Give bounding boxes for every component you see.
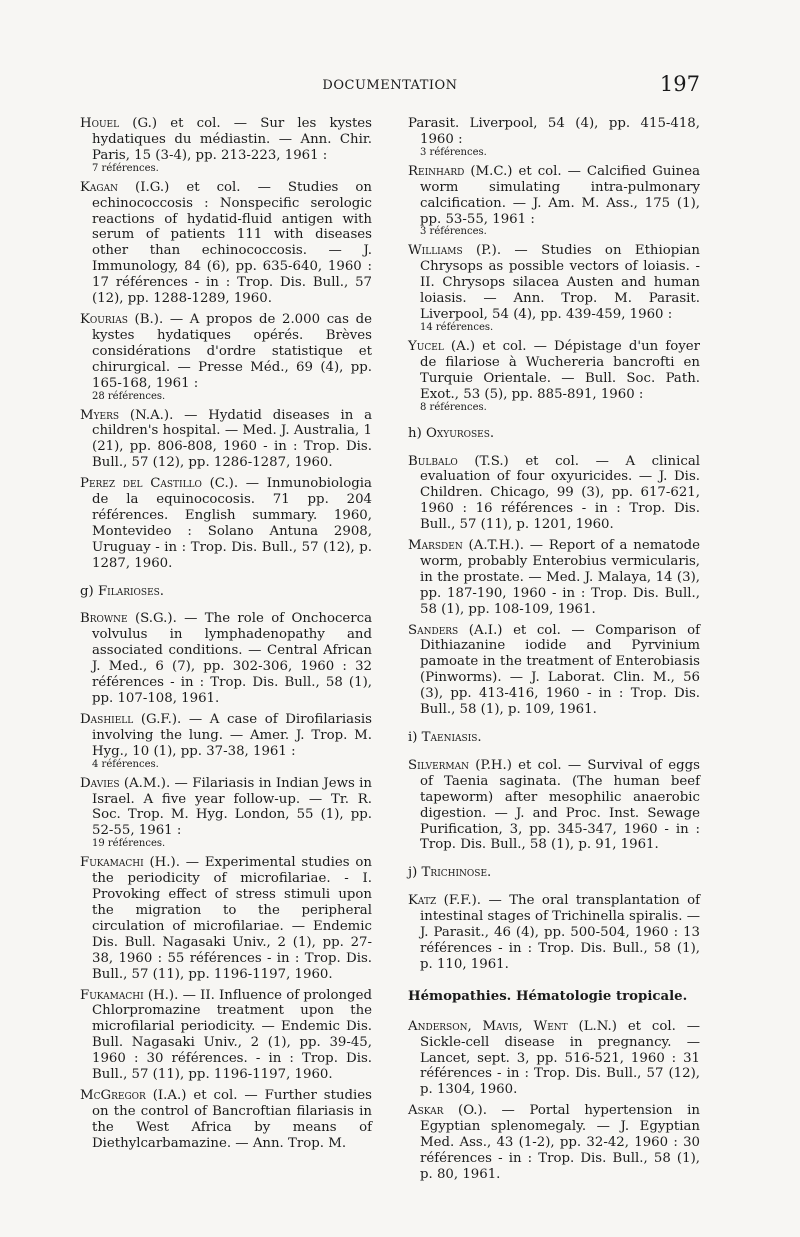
entry-citation: . — Studies on Ethiopian Chrysops as possible vectors of loiasis. - II. Chrysops silacea Austen and human loiasis. — Ann. Trop. M. Parasit. Liverpool, 54 (4), pp. 439-459, 1960 : [420, 243, 700, 323]
page-number: 197 [659, 72, 700, 96]
page-header [80, 72, 700, 102]
bibliography-entry [408, 243, 700, 334]
entry-citation: . — Experimental studies on the periodicity of microfilariae. - I. Provoking effect of stress stimuli upon the migration to the peripheral circulation of microfilariae. — Endemic Dis. Bull. Nagasaki Univ., 2 (1), pp. 27-38, 1960 : 55 références - in : Trop. Dis. Bull., 57 (11), pp. 1196-1197, 1960. [92, 855, 372, 982]
right-column [408, 116, 700, 1188]
entry-reference-line [420, 226, 700, 238]
bibliography-entry [80, 408, 372, 472]
entry-citation: et col. — Dépistage d'un foyer de filariose à Wuchereria bancrofti en Turquie Orientale. — Bull. Soc. Path. Exot., 53 (5), pp. 885-891, 1960 : [420, 338, 700, 402]
bibliography-entry [80, 611, 372, 706]
entry-author: Davies (A.M.) [80, 775, 166, 791]
entry-reference-count: 14 références. [420, 321, 494, 333]
left-column [80, 116, 372, 1157]
entry-citation: Parasit. Liverpool, 54 (4), pp. 415-418, 1960 : [408, 116, 700, 147]
entry-citation: . — Report of a nematode worm, probably Enterobius vermicularis, in the prostate. — Med. J. Malaya, 14 (3), pp. 187-190, 1960 - in : Trop. Dis. Bull., 58 (1), pp. 108-109, 1961. [420, 538, 700, 617]
entry-author: Williams (P.) [408, 243, 497, 259]
entry-citation: et col. — Sickle-cell disease in pregnancy. — Lancet, sept. 3, pp. 516-521, 1960 : 31 références - in : Trop. Dis. Bull., 57 (12), p. 1304, 1960. [420, 1018, 700, 1098]
entry-author: Kourias (B.) [80, 311, 159, 327]
entry-reference-line [92, 838, 372, 850]
section-heading [408, 865, 700, 881]
entry-reference-count: 3 références. [420, 146, 487, 158]
section-heading [80, 584, 372, 600]
bibliography-entry [408, 538, 700, 618]
entry-author: Houel (G.) [80, 116, 158, 131]
section-heading-prefix: i) [408, 730, 422, 745]
entry-author: Anderson, Mavis, Went (L.N.) [408, 1018, 617, 1034]
entry-author: Kagan (I.G.) [80, 179, 170, 195]
bibliography-entry [80, 1088, 372, 1152]
entry-citation: . — Filariasis in Indian Jews in Israel. A five year follow-up. — Tr. R. Soc. Trop. M. Hyg. London, 55 (1), pp. 52-55, 1961 : [92, 775, 372, 839]
entry-author: Reinhard (M.C.) [408, 163, 513, 179]
entry-reference-line [92, 391, 372, 403]
major-section-heading [408, 989, 700, 1005]
bibliography-entry [408, 164, 700, 239]
section-heading-prefix: g) [80, 583, 98, 599]
section-heading [408, 426, 700, 442]
entry-citation: et col. — A clinical evaluation of four oxyuricides. — J. Dis. Children. Chicago, 99 (3), pp. 617-621, 1960 : 16 références - in : Trop. Dis. Bull., 57 (11), p. 1201, 1960. [420, 453, 701, 533]
entry-reference-count: 7 références. [92, 162, 159, 174]
entry-author: Browne (S.G.) [80, 611, 173, 627]
entry-author: McGregor (I.A.) [80, 1087, 187, 1103]
entry-author: Silverman (P.H.) [408, 757, 512, 773]
entry-citation: . — Hydatid diseases in a children's hospital. — Med. J. Australia, 1 (21), pp. 806-808, 1960 - in : Trop. Dis. Bull., 57 (12), pp. 1286-1287, 1960. [92, 407, 372, 471]
entry-reference-count: 3 références. [420, 226, 487, 238]
bibliography-entry [80, 776, 372, 851]
entry-author: Fukamachi (H.) [80, 855, 176, 871]
entry-author: Katz (F.F.) [408, 893, 477, 909]
entry-citation: et col. — Calcified Guinea worm simulating intra-pulmonary calcification. — J. Am. M. Ass., 175 (1), pp. 53-55, 1961 : [420, 163, 700, 227]
entry-citation: . — Portal hypertension in Egyptian splenomegaly. — J. Egyptian Med. Ass., 43 (1-2), pp. 32-42, 1960 : 30 références - in : Trop. Dis. Bull., 58 (1), p. 80, 1961. [420, 1103, 700, 1182]
running-title: DOCUMENTATION [322, 78, 458, 93]
entry-reference-count: 8 références. [420, 401, 487, 413]
entry-author: Askar (O.) [408, 1103, 483, 1119]
section-heading-prefix: h) [408, 425, 426, 441]
section-heading [408, 730, 700, 746]
entry-author: Myers (N.A.) [80, 407, 170, 423]
entry-reference-line [420, 147, 700, 159]
entry-author: Bulbalo (T.S.) [408, 453, 509, 469]
bibliography-entry [408, 454, 700, 534]
section-heading-label: Filarioses. [97, 583, 165, 599]
bibliography-entry [80, 855, 372, 982]
entry-author: Sanders (A.I.) [408, 622, 503, 638]
entry-author: Perez del Castillo (C.) [80, 476, 234, 492]
bibliography-entry [80, 180, 372, 307]
entry-citation: et col. — Comparison of Dithiazanine iodide and Pyrvinium pamoate in the treatment of Enterobiasis (Pinworms). — J. Laborat. Clin. M., 56 (3), pp. 413-416, 1960 - in : Trop. Dis. Bull., 58 (1), p. 109, 1961. [420, 622, 700, 718]
entry-reference-line [92, 759, 372, 771]
entry-author: Fukamachi (H.) [80, 987, 175, 1003]
entry-citation: . — Inmunobiologia de la equinococosis. 71 pp. 204 références. English summary. 1960, Montevideo : Solano Antuna 2908, Uruguay - in : Trop. Dis. Bull., 57 (12), p. 1287, 1960. [92, 476, 372, 571]
entry-reference-line [92, 163, 372, 175]
bibliography-entry [80, 312, 372, 403]
entry-citation: . — The oral transplantation of intestinal stages of Trichinella spiralis. — J. Parasit., 46 (4), pp. 500-504, 1960 : 13 références - in : Trop. Dis. Bull., 58 (1), p. 110, 1961. [420, 893, 700, 972]
bibliography-entry [408, 893, 700, 973]
entry-citation: . — II. Influence of prolonged Chlorpromazine treatment upon the microfilarial periodicity. — Endemic Dis. Bull. Nagasaki Univ., 2 (1), pp. 39-45, 1960 : 30 références. - in : Trop. Dis. Bull., 57 (11), pp. 1196-1197, 1960. [92, 987, 373, 1083]
section-heading-prefix: j) [408, 865, 422, 881]
entry-author: Dashiell (G.F.) [80, 711, 178, 727]
bibliography-entry [80, 712, 372, 771]
bibliography-entry [80, 116, 372, 175]
entry-reference-count: 19 références. [92, 838, 166, 850]
bibliography-entry [408, 758, 700, 853]
bibliography-entry [408, 1019, 700, 1099]
entry-citation: . — A propos de 2.000 cas de kystes hydatiques opérés. Brèves considérations d'ordre statistique et chirurgical. — Presse Méd., 69 (4), pp. 165-168, 1961 : [92, 311, 372, 391]
entry-reference-line [420, 322, 700, 334]
entry-reference-line [420, 402, 700, 414]
bibliography-entry [408, 1103, 700, 1183]
bibliography-entry [80, 476, 372, 571]
entry-citation: . — A case of Dirofilariasis involving the lung. — Amer. J. Trop. M. Hyg., 10 (1), pp. 37-38, 1961 : [92, 711, 372, 759]
bibliography-entry [80, 988, 372, 1083]
section-heading-label: Oxyuroses. [425, 425, 495, 441]
major-section-heading-label: Hémopathies. Hématologie tropicale. [408, 988, 688, 1004]
entry-author: Yucel (A.) [408, 338, 476, 354]
bibliography-entry [408, 339, 700, 414]
entry-citation: et col. — Further studies on the control of Bancroftian filariasis in the West Africa by means of Diethylcarbamazine. — Ann. Trop. M. [92, 1087, 372, 1151]
entry-citation: et col. — Survival of eggs of Taenia saginata. (The human beef tapeworm) after mesophilic anaerobic digestion. — J. and Proc. Inst. Sewage Purification, 3, pp. 345-347, 1960 - in : Trop. Dis. Bull., 58 (1), p. 91, 1961. [420, 757, 700, 853]
bibliography-entry [408, 623, 700, 718]
bibliography-entry [408, 116, 700, 159]
entry-author: Marsden (A.T.H.) [408, 538, 520, 554]
entry-reference-count: 28 références. [92, 390, 166, 402]
entry-citation: . — The role of Onchocerca volvulus in lymphadenopathy and associated conditions. — Central African J. Med., 6 (7), pp. 302-306, 1960 : 32 références - in : Trop. Dis. Bull., 58 (1), pp. 107-108, 1961. [92, 611, 372, 706]
entry-citation: et col. — Sur les kystes hydatiques du médiastin. — Ann. Chir. Paris, 15 (3-4), pp. 213-223, 1961 : [92, 116, 372, 163]
entry-reference-count: 4 références. [92, 758, 159, 770]
section-heading-label: Taeniasis. [421, 730, 482, 745]
section-heading-label: Trichinose. [421, 865, 492, 881]
entry-citation: et col. — Studies on echinococcosis : Nonspecific serologic reactions of hydatid-fluid antigen with serum of patients 111 with diseases other than echinococcosis. — J. Immunology, 84 (6), pp. 635-640, 1960 : 17 références - in : Trop. Dis. Bull., 57 (12), pp. 1288-1289, 1960. [92, 179, 373, 307]
